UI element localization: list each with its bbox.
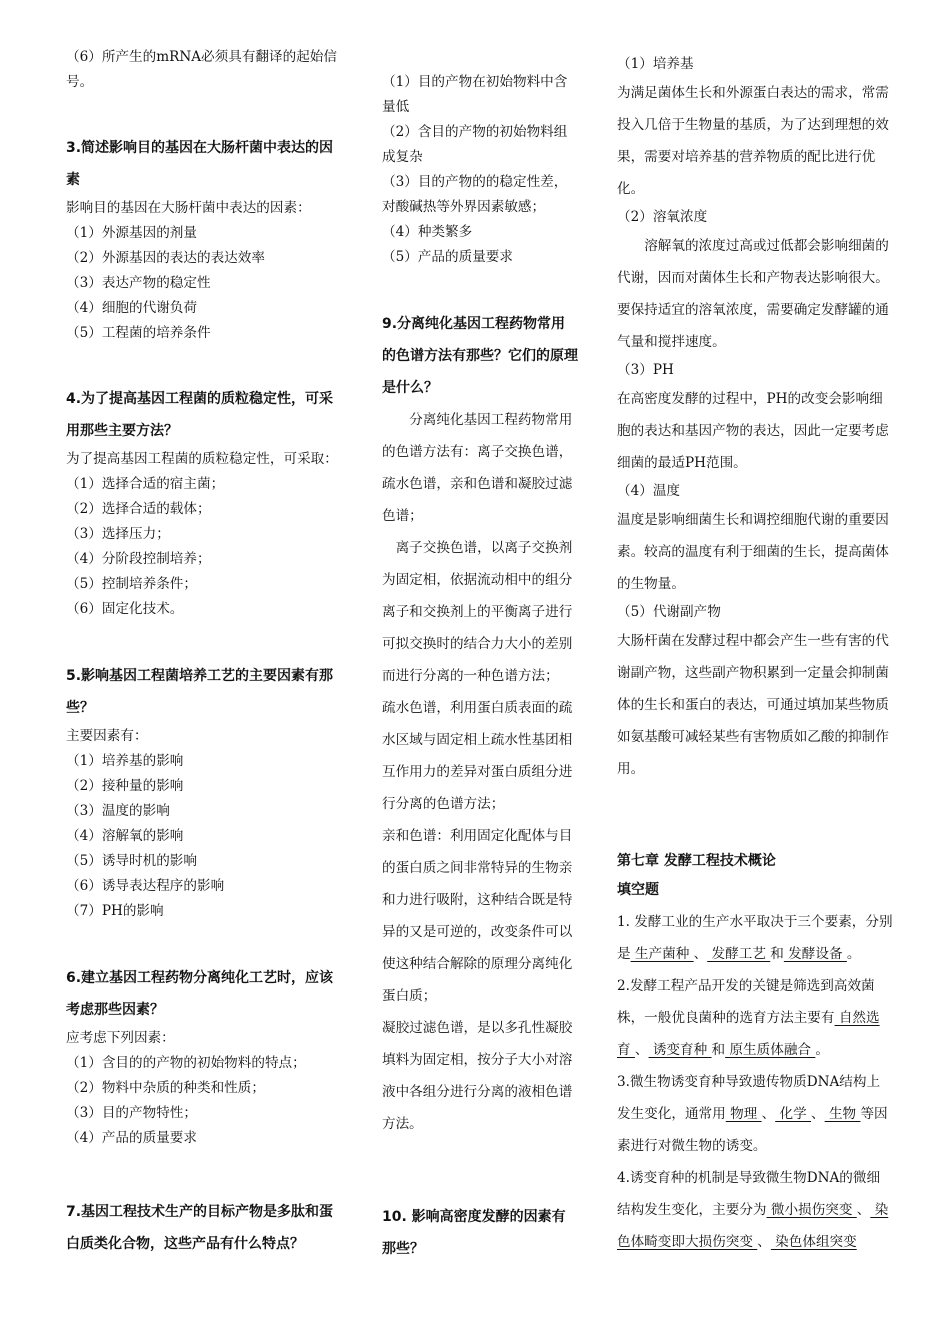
paragraph: 分离纯化基因工程药物常用的色谱方法有：离子交换色谱，疏水色谱，亲和色谱和凝胶过滤色谱； — [382, 412, 573, 524]
fill-blank-question — [617, 1066, 893, 1162]
list-item: （1）选择合适的宿主菌； — [66, 476, 225, 492]
list-item: （2）选择合适的载体； — [66, 501, 211, 517]
factor-label: （4）温度 — [617, 483, 681, 499]
question-3 — [66, 132, 346, 346]
list-item: （2）物料中杂质的种类和性质； — [66, 1080, 265, 1096]
list-item: （1）外源基因的剂量 — [66, 225, 197, 241]
answer-blank: 自然选育 — [617, 1010, 880, 1058]
question-text: 2.发酵工程产品开发的关键是筛选到高效菌株，一般优良菌种的选育方法主要有 — [617, 978, 875, 1026]
list-item: （2）外源基因的表达的表达效率 — [66, 250, 265, 266]
answer-blank: 诱变育种 — [648, 1042, 712, 1058]
list-item: （7）PH的影响 — [66, 903, 164, 919]
list-item: （4）种类繁多 — [382, 224, 473, 240]
chapter-title: 第七章 发酵工程技术概论 — [617, 853, 776, 869]
separator: 和 — [770, 946, 784, 962]
question-3-intro: 影响目的基因在大肠杆菌中表达的因素： — [66, 200, 311, 216]
paragraph: 离子交换色谱，以离子交换剂为固定相，依据流动相中的组分离子和交换剂上的平衡离子进行可拟交换时的结合力大小的差别而进行分离的一种色谱方法； — [382, 540, 573, 684]
paragraph-item-6: （6）所产生的mRNA必须具有翻译的起始信号。 — [66, 49, 337, 90]
factor-text: 在高密度发酵的过程中，PH的改变会影响细胞的表达和基因产物的表达，因此一定要考虑细菌的最适PH范围。 — [617, 391, 889, 471]
question-5 — [66, 660, 346, 924]
list-item: （4）细胞的代谢负荷 — [66, 300, 197, 316]
list-item: （5）控制培养条件； — [66, 576, 197, 592]
factors-list — [617, 52, 893, 785]
list-item: （3）目的产物的的稳定性差，对酸碱热等外界因素敏感； — [382, 174, 568, 215]
question-3-title: 3.简述影响目的基因在大肠杆菌中表达的因素 — [66, 140, 334, 188]
factor-label: （1）培养基 — [617, 56, 694, 72]
list-item: （1）目的产物在初始物料中含量低 — [382, 74, 568, 115]
question-end: 。 — [846, 946, 861, 962]
answer-blank: 生产菌种 — [630, 946, 694, 962]
question-6 — [66, 962, 346, 1151]
question-6-title: 6.建立基因工程药物分离纯化工艺时，应该考虑那些因素？ — [66, 970, 334, 1018]
answer-blank: 生物 — [824, 1106, 861, 1122]
question-4-title: 4.为了提高基因工程菌的质粒稳定性，可采用那些主要方法？ — [66, 391, 334, 439]
list-item: （2）含目的产物的初始物料组成复杂 — [382, 124, 568, 165]
list-item: （1）含目的的产物的初始物料的特点； — [66, 1055, 306, 1071]
list-item: （4）分阶段控制培养； — [66, 551, 211, 567]
factor-text: 温度是影响细菌生长和调控细胞代谢的重要因素。较高的温度有利于细菌的生长，提高菌体的生物量。 — [617, 512, 889, 592]
separator: 、 — [811, 1106, 825, 1122]
question-6-intro: 应考虑下列因素： — [66, 1030, 175, 1046]
question-5-intro: 主要因素有： — [66, 728, 148, 744]
question-text: 3.微生物诱变育种导致遗传物质DNA结构上发生变化，通常用 — [617, 1074, 881, 1122]
list-item: （3）表达产物的稳定性 — [66, 275, 211, 291]
question-9-title: 9.分离纯化基因工程药物常用的色谱方法有那些？它们的原理是什么？ — [382, 316, 578, 396]
answer-blank: 染色体畸变即大损伤突变 — [617, 1202, 889, 1250]
chapter-7 — [617, 848, 893, 1258]
answer-blank: 物理 — [725, 1106, 762, 1122]
answer-blank: 原生质体融合 — [725, 1042, 816, 1058]
fill-blank-question — [617, 970, 893, 1066]
question-10 — [382, 1201, 578, 1265]
list-item: （5）工程菌的培养条件 — [66, 325, 211, 341]
separator: 、 — [634, 1042, 649, 1058]
separator: 、 — [761, 1106, 776, 1122]
answer-blank: 发酵工艺 — [707, 946, 771, 962]
separator: 和 — [711, 1042, 726, 1058]
question-7-answer — [382, 70, 578, 270]
question-7 — [66, 1196, 346, 1260]
fill-blank-question — [617, 1162, 893, 1258]
answer-blank: 染色体组突变 — [770, 1234, 857, 1250]
question-text: 1. 发酵工业的生产水平取决于三个要素，分别是 — [617, 914, 893, 962]
factor-label: （5）代谢副产物 — [617, 604, 721, 620]
separator: 、 — [757, 1234, 771, 1250]
question-text: 4.诱变育种的机制是导致微生物DNA的微细结构发生变化，主要分为 — [617, 1170, 881, 1218]
separator: 、 — [693, 946, 708, 962]
factor-text: 为满足菌体生长和外源蛋白表达的需求，常需投入几倍于生物量的基质，为了达到理想的效果，需要对培养基的营养物质的配比进行优化。 — [617, 85, 889, 197]
list-item: （2）接种量的影响 — [66, 778, 184, 794]
list-item: （6）固定化技术。 — [66, 601, 184, 617]
question-5-title: 5.影响基因工程菌培养工艺的主要因素有那些？ — [66, 668, 334, 716]
paragraph: 疏水色谱，利用蛋白质表面的疏水区域与固定相上疏水性基团相互作用力的差异对蛋白质组分进行分离的色谱方法； — [382, 700, 573, 812]
list-item: （5）产品的质量要求 — [382, 249, 513, 265]
list-item: （5）诱导时机的影响 — [66, 853, 197, 869]
question-end: 等因素进行对微生物的诱变。 — [617, 1106, 888, 1154]
question-10-title: 10. 影响高密度发酵的因素有那些？ — [382, 1209, 566, 1257]
factor-label: （3）PH — [617, 362, 674, 378]
question-7-title: 7.基因工程技术生产的目标产物是多肽和蛋白质类化合物，这些产品有什么特点？ — [66, 1204, 334, 1252]
fill-blank-question — [617, 906, 893, 970]
list-item: （3）目的产物特性； — [66, 1105, 197, 1121]
factor-text: 溶解氧的浓度过高或过低都会影响细菌的代谢，因而对菌体生长和产物表达影响很大。要保持适宜的溶氧浓度，需要确定发酵罐的通气量和搅拌速度。 — [617, 238, 889, 350]
factor-text: 大肠杆菌在发酵过程中都会产生一些有害的代谢副产物，这些副产物积累到一定量会抑制菌体的生长和蛋白的表达，可通过填加某些物质如氨基酸可减轻某些有害物质如乙酸的抑制作用。 — [617, 633, 889, 777]
separator: 、 — [856, 1202, 871, 1218]
list-item: （1）培养基的影响 — [66, 753, 184, 769]
question-4-intro: 为了提高基因工程菌的质粒稳定性，可采取： — [66, 451, 338, 467]
question-4 — [66, 383, 346, 622]
factor-label: （2）溶氧浓度 — [617, 209, 708, 225]
answer-blank: 化学 — [775, 1106, 812, 1122]
answer-blank: 微小损伤突变 — [766, 1202, 857, 1218]
paragraph: 亲和色谱：利用固定化配体与目的蛋白质之间非常特异的生物亲和力进行吸附，这种结合既是特异的又是可逆的，改变条件可以使这种结合解除的原理分离纯化蛋白质； — [382, 828, 573, 1004]
list-item: （6）诱导表达程序的影响 — [66, 878, 225, 894]
answer-blank: 发酵设备 — [783, 946, 847, 962]
list-item: （4）产品的质量要求 — [66, 1130, 197, 1146]
list-item: （3）选择压力； — [66, 526, 170, 542]
question-9 — [382, 308, 578, 1140]
section-title: 填空题 — [617, 882, 659, 898]
paragraph: 凝胶过滤色谱，是以多孔性凝胶填料为固定相，按分子大小对溶液中各组分进行分离的液相色谱方法。 — [382, 1020, 573, 1132]
list-item: （4）溶解氧的影响 — [66, 828, 184, 844]
question-end: 。 — [815, 1042, 829, 1058]
list-item: （3）温度的影响 — [66, 803, 170, 819]
